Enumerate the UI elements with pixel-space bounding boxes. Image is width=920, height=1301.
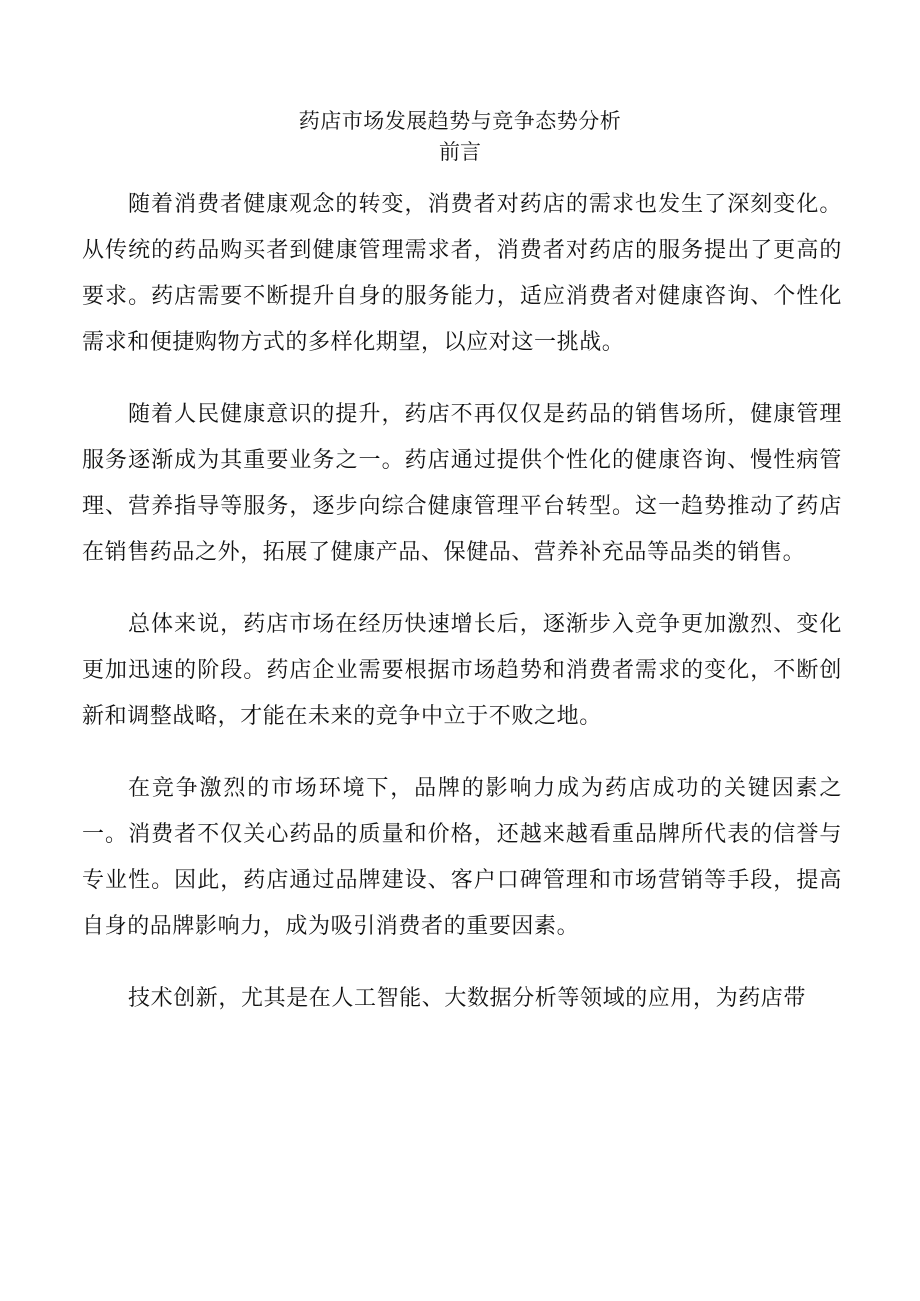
paragraph-1: 随着消费者健康观念的转变，消费者对药店的需求也发生了深刻变化。从传统的药品购买者到健康管理需求者，消费者对药店的服务提出了更高的要求。药店需要不断提升自身的服务能力，适应消费者对健康咨询、个性化需求和便捷购物方式的多样化期望，以应对这一挑战。 bbox=[82, 192, 842, 355]
paragraph-5: 技术创新，尤其是在人工智能、大数据分析等领域的应用，为药店带 bbox=[128, 986, 807, 1011]
document-title: 药店市场发展趋势与竞争态势分析 bbox=[298, 109, 622, 133]
paragraph-4: 在竞争激烈的市场环境下，品牌的影响力成为药店成功的关键因素之一。消费者不仅关心药品的质量和价格，还越来越看重品牌所代表的信誉与专业性。因此，药店通过品牌建设、客户口碑管理和市场营销等手段，提高自身的品牌影响力，成为吸引消费者的重要因素。 bbox=[82, 776, 842, 939]
document-body bbox=[82, 182, 842, 1048]
paragraph-2: 随着人民健康意识的提升，药店不再仅仅是药品的销售场所，健康管理服务逐渐成为其重要业务之一。药店通过提供个性化的健康咨询、慢性病管理、营养指导等服务，逐步向综合健康管理平台转型。这一趋势推动了药店在销售药品之外，拓展了健康产品、保健品、营养补充品等品类的销售。 bbox=[82, 402, 842, 565]
paragraph-3: 总体来说，药店市场在经历快速增长后，逐渐步入竞争更加激烈、变化更加迅速的阶段。药店企业需要根据市场趋势和消费者需求的变化，不断创新和调整战略，才能在未来的竞争中立于不败之地。 bbox=[82, 612, 842, 729]
section-heading: 前言 bbox=[439, 140, 481, 164]
